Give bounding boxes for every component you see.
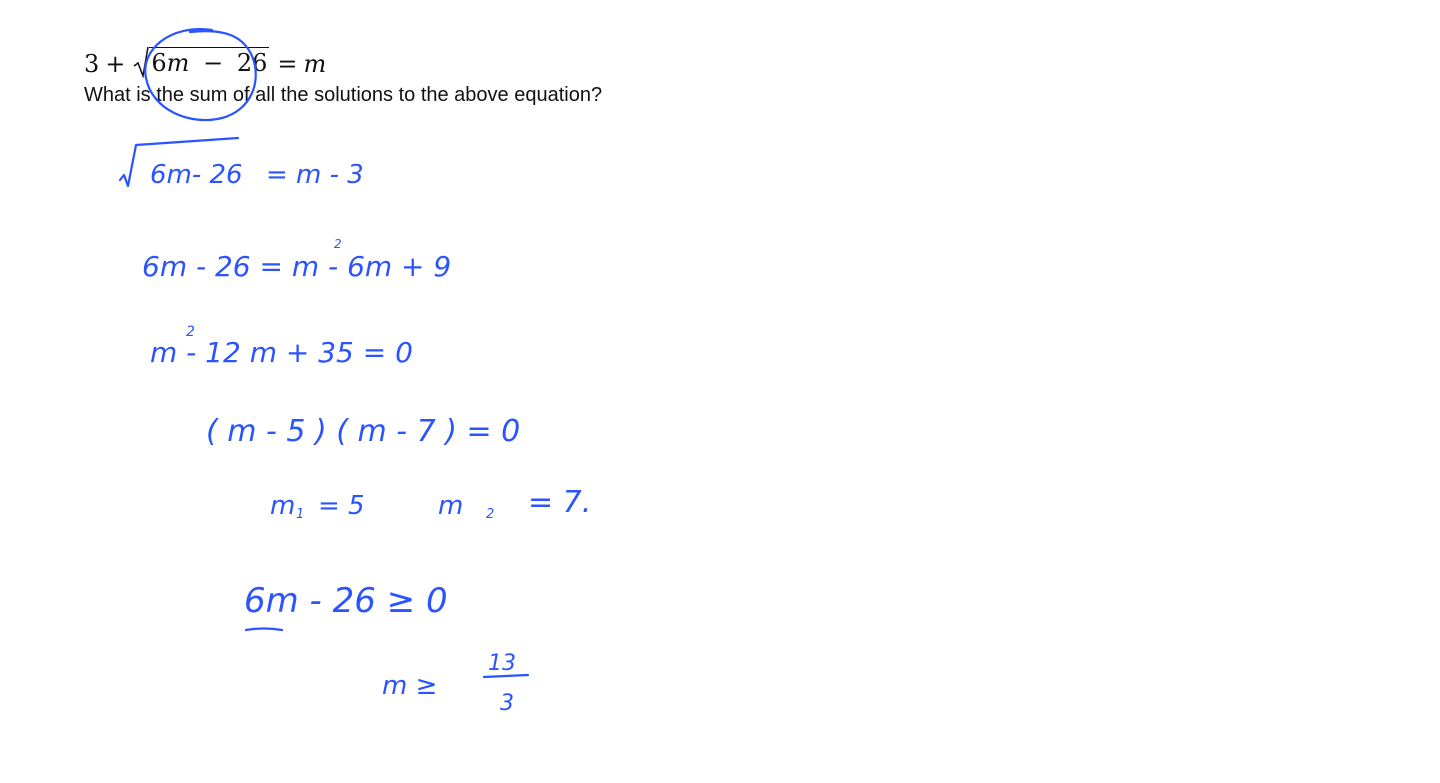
- step-1: [120, 138, 364, 190]
- step-4: [206, 414, 520, 449]
- plus-sign: +: [105, 50, 126, 78]
- root-2-variable: m: [438, 491, 464, 521]
- step-7: [382, 651, 528, 716]
- step-6: [244, 581, 448, 630]
- radical-sign-icon: [120, 138, 238, 186]
- fraction-denominator: 3: [500, 691, 514, 716]
- radicand-coefficient: 6: [151, 49, 167, 77]
- step-4-text: ( m - 5 ) ( m - 7 ) = 0: [206, 414, 521, 449]
- root-2-value: = 7.: [528, 485, 592, 520]
- rhs-variable: m: [303, 50, 327, 78]
- step-3-superscript: 2: [186, 324, 195, 340]
- root-1-variable: m: [270, 491, 296, 521]
- step-3: [150, 324, 413, 369]
- step-2-text: 6m - 26 = m - 6m + 9: [142, 250, 452, 283]
- step-6-text: 6m - 26 ≥ 0: [244, 581, 448, 621]
- step-1-rhs: = m - 3: [266, 160, 364, 190]
- step-7-lhs: m ≥: [382, 671, 438, 701]
- step-3-text: m - 12 m + 35 = 0: [150, 336, 413, 369]
- radical-sign-icon: [133, 46, 149, 78]
- underline-annotation: [246, 629, 282, 631]
- radicand-variable: m: [166, 49, 190, 77]
- question-text: What is the sum of all the solutions to the above equation?: [84, 84, 603, 106]
- square-root: [133, 46, 269, 78]
- radicand: [149, 47, 269, 78]
- equation-constant: 3: [84, 50, 100, 78]
- radicand-constant: 26: [236, 49, 268, 77]
- fraction-bar: [484, 675, 528, 677]
- step-1-lhs: 6m- 26: [150, 160, 243, 190]
- root-2-subscript: 2: [486, 507, 495, 522]
- problem-equation: [84, 46, 326, 78]
- step-2-superscript: 2: [334, 237, 342, 251]
- root-1-value: = 5: [318, 491, 365, 521]
- radicand-minus: −: [203, 49, 224, 77]
- fraction-numerator: 13: [488, 651, 516, 676]
- equals-sign: =: [277, 50, 298, 78]
- root-1-subscript: 1: [296, 507, 305, 522]
- step-5: [270, 485, 591, 522]
- step-2: [142, 237, 451, 283]
